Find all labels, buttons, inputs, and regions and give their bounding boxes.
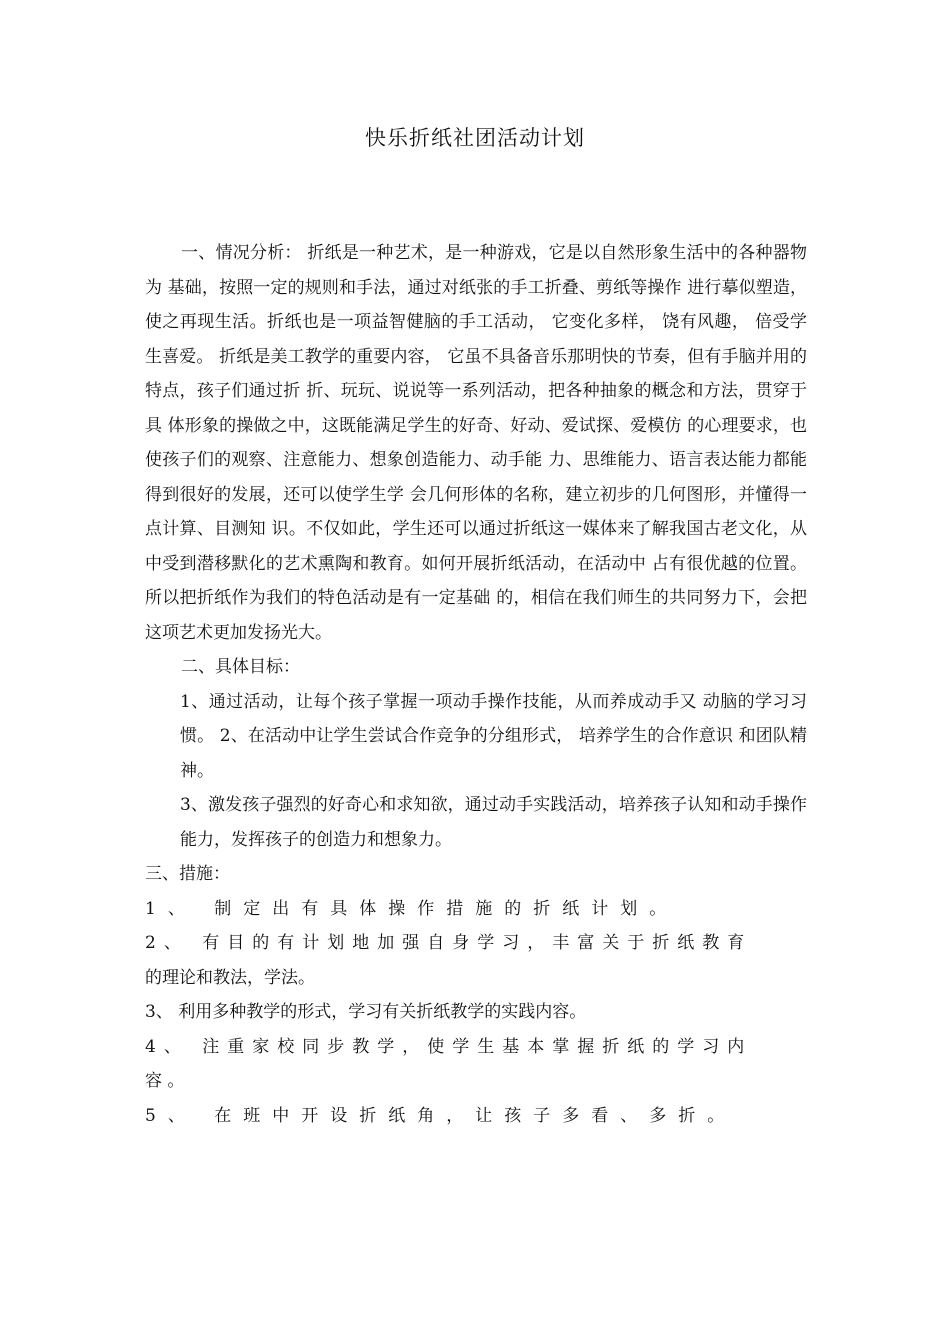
document-title: 快乐折纸社团活动计划 — [365, 126, 585, 150]
measure-item-1: 1、 制定出有具体操作措施的折纸计划。 — [145, 898, 679, 919]
situation-analysis-paragraph: 一、情况分析： 折纸是一种艺术，是一种游戏，它是以自然形象生活中的各种器物为 基础，按照一定的规则和手法，通过对纸张的手工折叠、剪纸等操作 进行摹似塑造，使之再现生活。折纸也是一项益智健脑的手工活动， 它变化多样， 饶有风趣， 倍受学生喜爱。 折纸是美工教学的重要内容， 它虽不具备音乐那明快的节奏，但有手脑并用的特点，孩子们通过折 折、玩玩、说说等一系列活动，把各种抽象的概念和方法，贯穿于具 体形象的操做之中，这既能满足学生的好奇、好动、爱试探、爱模仿 的心理要求，也使孩子们的观察、注意能力、想象创造能力、动手能 力、思维能力、语言表达能力都能得到很好的发展，还可以使学生学 会几何形体的名称，建立初步的几何图形，并懂得一点计算、目测知 识。不仅如此，学生还可以通过折纸这一媒体来了解我国古老文化，从中受到潜移默化的艺术熏陶和教育。如何开展折纸活动，在活动中 占有很优越的位置。所以把折纸作为我们的特色活动是有一定基础 的，相信在我们师生的共同努力下，会把这项艺术更加发扬光大。 — [145, 243, 807, 643]
measure-item-4-line-2: 容 。 — [145, 1071, 185, 1091]
goals-heading: 二、具体目标： — [181, 657, 300, 677]
measure-item-3: 3、 利用多种教学的形式，学习有关折纸教学的实践内容。 — [145, 1002, 587, 1022]
document-body — [145, 236, 807, 1133]
measure-item-4-line-1: 4、 注重家校同步教学，使学生基本掌握折纸的学习内 — [145, 1036, 753, 1057]
measure-item-5: 5、 在班中开设折纸角，让孩子多看、多折。 — [145, 1105, 737, 1126]
measure-item-2-line-1: 2、 有目的有计划地加强自身学习，丰富关于折纸教育 — [145, 933, 753, 953]
goal-paragraph-3: 3、激发孩子强烈的好奇心和求知欲，通过动手实践活动，培养孩子认知和动手操作能力，发挥孩子的创造力和想象力。 — [180, 795, 807, 850]
goal-paragraph-1-2: 1、通过活动，让每个孩子掌握一项动手操作技能，从而养成动手又 动脑的学习习惯。 2、在活动中让学生尝试合作竞争的分组形式， 培养学生的合作意识 和团队精神。 — [180, 691, 807, 781]
measures-heading: 三、措施： — [145, 864, 230, 884]
measure-item-2-line-2: 的理论和教法，学法。 — [145, 967, 315, 988]
